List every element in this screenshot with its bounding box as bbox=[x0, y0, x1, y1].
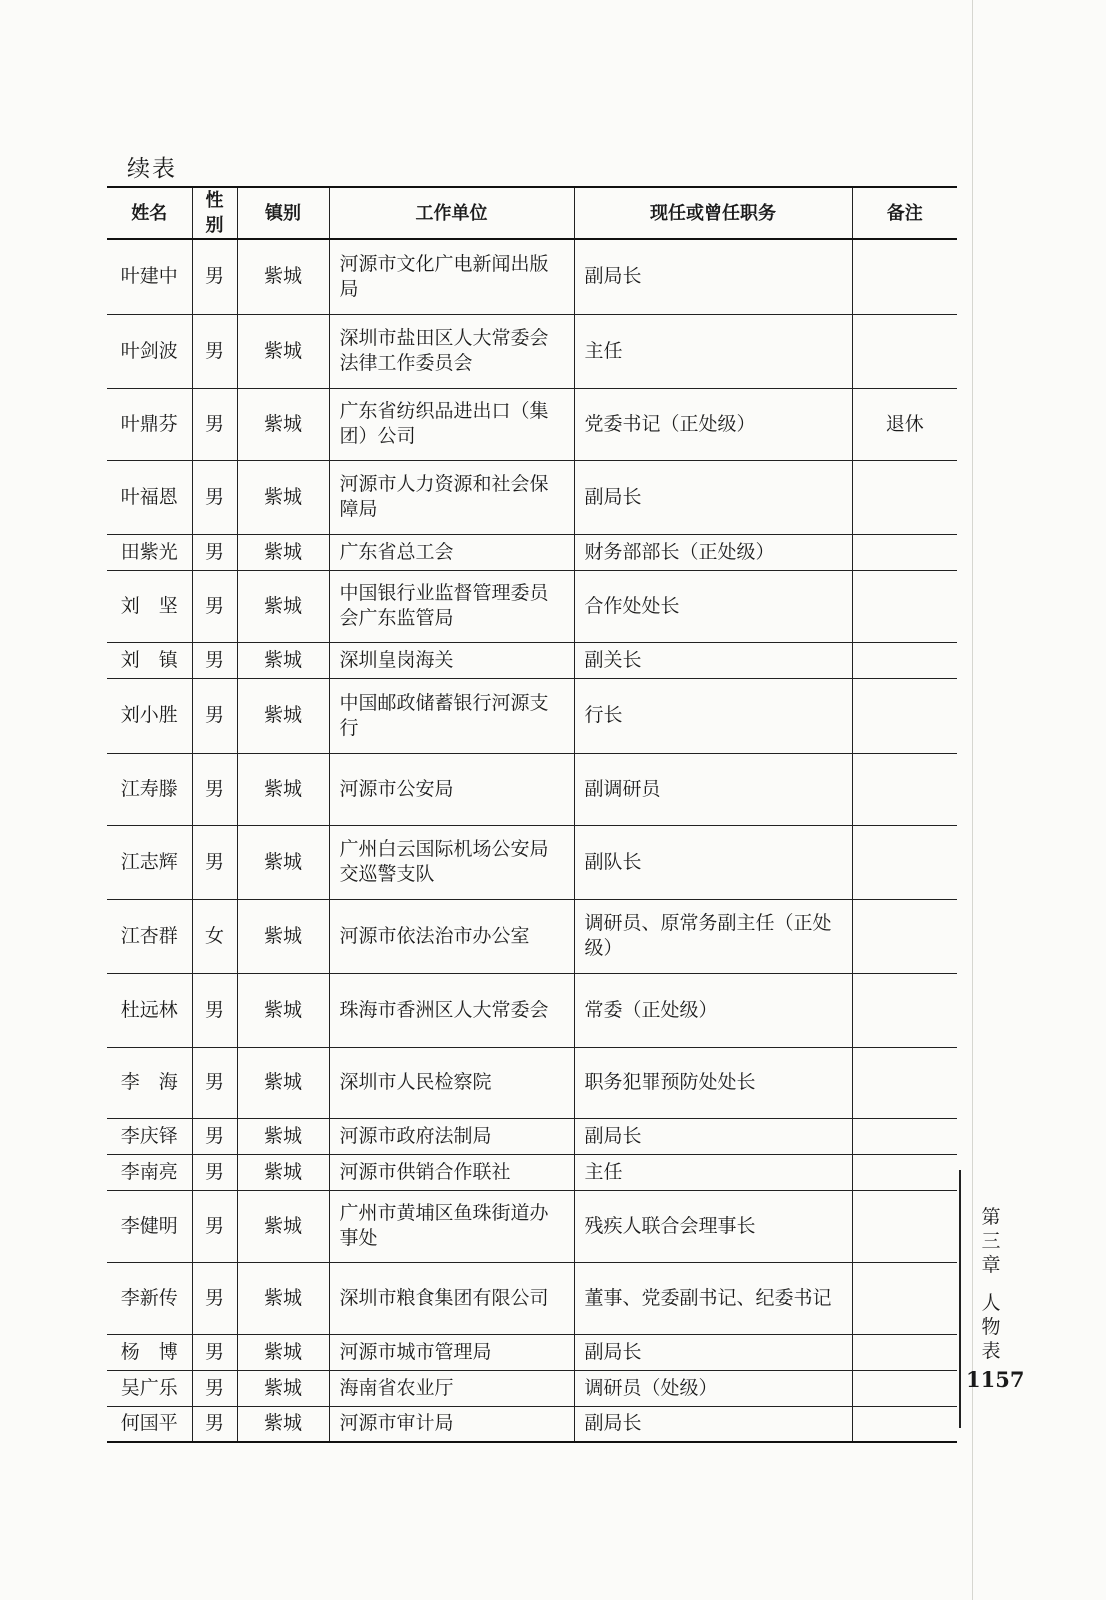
cell-name: 江志辉 bbox=[107, 825, 192, 899]
table-row bbox=[107, 534, 957, 570]
table-row bbox=[107, 1047, 957, 1118]
table-row bbox=[107, 1262, 957, 1334]
cell-position: 主任 bbox=[574, 1154, 852, 1190]
cell-work-unit: 海南省农业厅 bbox=[329, 1370, 574, 1406]
cell-gender: 男 bbox=[192, 570, 237, 642]
cell-town: 紫城 bbox=[237, 239, 329, 314]
cell-town: 紫城 bbox=[237, 314, 329, 388]
cell-position: 职务犯罪预防处处长 bbox=[574, 1047, 852, 1118]
cell-work-unit: 广东省总工会 bbox=[329, 534, 574, 570]
cell-position: 副局长 bbox=[574, 1118, 852, 1154]
cell-position: 党委书记（正处级） bbox=[574, 388, 852, 460]
cell-remarks bbox=[852, 1370, 957, 1406]
table-row bbox=[107, 678, 957, 753]
cell-town: 紫城 bbox=[237, 1406, 329, 1442]
cell-position: 副关长 bbox=[574, 642, 852, 678]
header-work-unit: 工作单位 bbox=[329, 187, 574, 239]
cell-position: 董事、党委副书记、纪委书记 bbox=[574, 1262, 852, 1334]
cell-remarks bbox=[852, 973, 957, 1047]
header-name: 姓名 bbox=[107, 187, 192, 239]
cell-work-unit: 河源市人力资源和社会保障局 bbox=[329, 460, 574, 534]
cell-remarks bbox=[852, 1047, 957, 1118]
page-number: 1157 bbox=[966, 1367, 1025, 1392]
cell-town: 紫城 bbox=[237, 1118, 329, 1154]
cell-work-unit: 中国银行业监督管理委员会广东监管局 bbox=[329, 570, 574, 642]
cell-position: 副局长 bbox=[574, 239, 852, 314]
cell-town: 紫城 bbox=[237, 1370, 329, 1406]
cell-gender: 男 bbox=[192, 678, 237, 753]
cell-gender: 男 bbox=[192, 753, 237, 825]
table-row bbox=[107, 973, 957, 1047]
cell-remarks bbox=[852, 899, 957, 973]
cell-work-unit: 河源市城市管理局 bbox=[329, 1334, 574, 1370]
header-gender: 性别 bbox=[192, 187, 237, 239]
cell-work-unit: 河源市依法治市办公室 bbox=[329, 899, 574, 973]
cell-town: 紫城 bbox=[237, 1047, 329, 1118]
cell-work-unit: 深圳市粮食集团有限公司 bbox=[329, 1262, 574, 1334]
chapter-char: 第 bbox=[981, 1206, 1001, 1228]
cell-remarks bbox=[852, 753, 957, 825]
personnel-table bbox=[107, 186, 957, 1443]
cell-gender: 男 bbox=[192, 239, 237, 314]
cell-remarks bbox=[852, 460, 957, 534]
table-row bbox=[107, 1406, 957, 1442]
cell-gender: 男 bbox=[192, 460, 237, 534]
chapter-char: 表 bbox=[981, 1340, 1001, 1362]
cell-work-unit: 河源市供销合作联社 bbox=[329, 1154, 574, 1190]
cell-work-unit: 河源市文化广电新闻出版局 bbox=[329, 239, 574, 314]
cell-gender: 男 bbox=[192, 314, 237, 388]
table-row bbox=[107, 239, 957, 314]
cell-position: 副队长 bbox=[574, 825, 852, 899]
cell-town: 紫城 bbox=[237, 1154, 329, 1190]
chapter-char: 章 bbox=[981, 1254, 1001, 1276]
cell-town: 紫城 bbox=[237, 825, 329, 899]
chapter-running-title bbox=[976, 1205, 1006, 1363]
cell-gender: 男 bbox=[192, 973, 237, 1047]
table-row bbox=[107, 388, 957, 460]
cell-work-unit: 广东省纺织品进出口（集团）公司 bbox=[329, 388, 574, 460]
cell-name: 杜远林 bbox=[107, 973, 192, 1047]
continued-table-label: 续表 bbox=[127, 156, 177, 182]
cell-remarks bbox=[852, 534, 957, 570]
cell-position: 合作处处长 bbox=[574, 570, 852, 642]
page-edge-line bbox=[972, 0, 973, 1600]
cell-position: 调研员、原常务副主任（正处级） bbox=[574, 899, 852, 973]
cell-position: 调研员（处级） bbox=[574, 1370, 852, 1406]
cell-remarks: 退休 bbox=[852, 388, 957, 460]
cell-name: 李庆铎 bbox=[107, 1118, 192, 1154]
cell-position: 财务部部长（正处级） bbox=[574, 534, 852, 570]
cell-name: 何国平 bbox=[107, 1406, 192, 1442]
cell-name: 杨 博 bbox=[107, 1334, 192, 1370]
header-position: 现任或曾任职务 bbox=[574, 187, 852, 239]
cell-name: 李 海 bbox=[107, 1047, 192, 1118]
table-row bbox=[107, 1190, 957, 1262]
cell-gender: 男 bbox=[192, 534, 237, 570]
cell-remarks bbox=[852, 642, 957, 678]
cell-remarks bbox=[852, 1154, 957, 1190]
cell-gender: 男 bbox=[192, 1154, 237, 1190]
table-row bbox=[107, 753, 957, 825]
cell-town: 紫城 bbox=[237, 1262, 329, 1334]
cell-town: 紫城 bbox=[237, 678, 329, 753]
cell-town: 紫城 bbox=[237, 899, 329, 973]
cell-position: 副局长 bbox=[574, 460, 852, 534]
cell-gender: 男 bbox=[192, 1190, 237, 1262]
cell-name: 李南亮 bbox=[107, 1154, 192, 1190]
header-remarks: 备注 bbox=[852, 187, 957, 239]
cell-name: 吴广乐 bbox=[107, 1370, 192, 1406]
table-row bbox=[107, 1118, 957, 1154]
cell-name: 叶福恩 bbox=[107, 460, 192, 534]
cell-position: 残疾人联合会理事长 bbox=[574, 1190, 852, 1262]
cell-gender: 女 bbox=[192, 899, 237, 973]
cell-town: 紫城 bbox=[237, 460, 329, 534]
cell-gender: 男 bbox=[192, 1370, 237, 1406]
cell-name: 田紫光 bbox=[107, 534, 192, 570]
cell-work-unit: 珠海市香洲区人大常委会 bbox=[329, 973, 574, 1047]
cell-position: 主任 bbox=[574, 314, 852, 388]
margin-rule bbox=[959, 1170, 961, 1428]
cell-remarks bbox=[852, 1406, 957, 1442]
cell-town: 紫城 bbox=[237, 753, 329, 825]
cell-work-unit: 河源市政府法制局 bbox=[329, 1118, 574, 1154]
table-row bbox=[107, 314, 957, 388]
cell-name: 叶剑波 bbox=[107, 314, 192, 388]
chapter-char: 人 bbox=[981, 1292, 1001, 1314]
cell-remarks bbox=[852, 1118, 957, 1154]
table-row bbox=[107, 460, 957, 534]
chapter-char: 物 bbox=[981, 1316, 1001, 1338]
cell-name: 李新传 bbox=[107, 1262, 192, 1334]
chapter-gap bbox=[976, 1277, 1006, 1291]
cell-town: 紫城 bbox=[237, 388, 329, 460]
cell-remarks bbox=[852, 570, 957, 642]
table-row bbox=[107, 1370, 957, 1406]
table-row bbox=[107, 899, 957, 973]
cell-gender: 男 bbox=[192, 1262, 237, 1334]
cell-town: 紫城 bbox=[237, 534, 329, 570]
cell-work-unit: 河源市审计局 bbox=[329, 1406, 574, 1442]
cell-gender: 男 bbox=[192, 1334, 237, 1370]
cell-work-unit: 广州市黄埔区鱼珠街道办事处 bbox=[329, 1190, 574, 1262]
cell-name: 江寿滕 bbox=[107, 753, 192, 825]
cell-position: 副局长 bbox=[574, 1334, 852, 1370]
cell-remarks bbox=[852, 1262, 957, 1334]
cell-work-unit: 深圳市人民检察院 bbox=[329, 1047, 574, 1118]
table-row bbox=[107, 825, 957, 899]
table-header-row bbox=[107, 187, 957, 239]
cell-work-unit: 中国邮政储蓄银行河源支行 bbox=[329, 678, 574, 753]
cell-name: 李健明 bbox=[107, 1190, 192, 1262]
cell-position: 常委（正处级） bbox=[574, 973, 852, 1047]
cell-remarks bbox=[852, 1190, 957, 1262]
cell-work-unit: 深圳市盐田区人大常委会法律工作委员会 bbox=[329, 314, 574, 388]
cell-gender: 男 bbox=[192, 388, 237, 460]
cell-position: 副调研员 bbox=[574, 753, 852, 825]
cell-position: 副局长 bbox=[574, 1406, 852, 1442]
cell-work-unit: 河源市公安局 bbox=[329, 753, 574, 825]
cell-position: 行长 bbox=[574, 678, 852, 753]
cell-work-unit: 深圳皇岗海关 bbox=[329, 642, 574, 678]
cell-gender: 男 bbox=[192, 642, 237, 678]
cell-name: 刘小胜 bbox=[107, 678, 192, 753]
cell-town: 紫城 bbox=[237, 570, 329, 642]
cell-name: 江杏群 bbox=[107, 899, 192, 973]
cell-name: 刘 坚 bbox=[107, 570, 192, 642]
table-row bbox=[107, 1154, 957, 1190]
cell-remarks bbox=[852, 239, 957, 314]
cell-remarks bbox=[852, 678, 957, 753]
header-town: 镇别 bbox=[237, 187, 329, 239]
cell-town: 紫城 bbox=[237, 1334, 329, 1370]
cell-remarks bbox=[852, 825, 957, 899]
cell-town: 紫城 bbox=[237, 973, 329, 1047]
cell-town: 紫城 bbox=[237, 642, 329, 678]
table-row bbox=[107, 1334, 957, 1370]
cell-gender: 男 bbox=[192, 1047, 237, 1118]
cell-gender: 男 bbox=[192, 1118, 237, 1154]
cell-work-unit: 广州白云国际机场公安局交巡警支队 bbox=[329, 825, 574, 899]
cell-name: 刘 镇 bbox=[107, 642, 192, 678]
cell-gender: 男 bbox=[192, 1406, 237, 1442]
cell-town: 紫城 bbox=[237, 1190, 329, 1262]
table-row bbox=[107, 570, 957, 642]
cell-remarks bbox=[852, 1334, 957, 1370]
cell-name: 叶鼎芬 bbox=[107, 388, 192, 460]
cell-gender: 男 bbox=[192, 825, 237, 899]
chapter-char: 三 bbox=[981, 1230, 1001, 1252]
cell-remarks bbox=[852, 314, 957, 388]
table-row bbox=[107, 642, 957, 678]
cell-name: 叶建中 bbox=[107, 239, 192, 314]
